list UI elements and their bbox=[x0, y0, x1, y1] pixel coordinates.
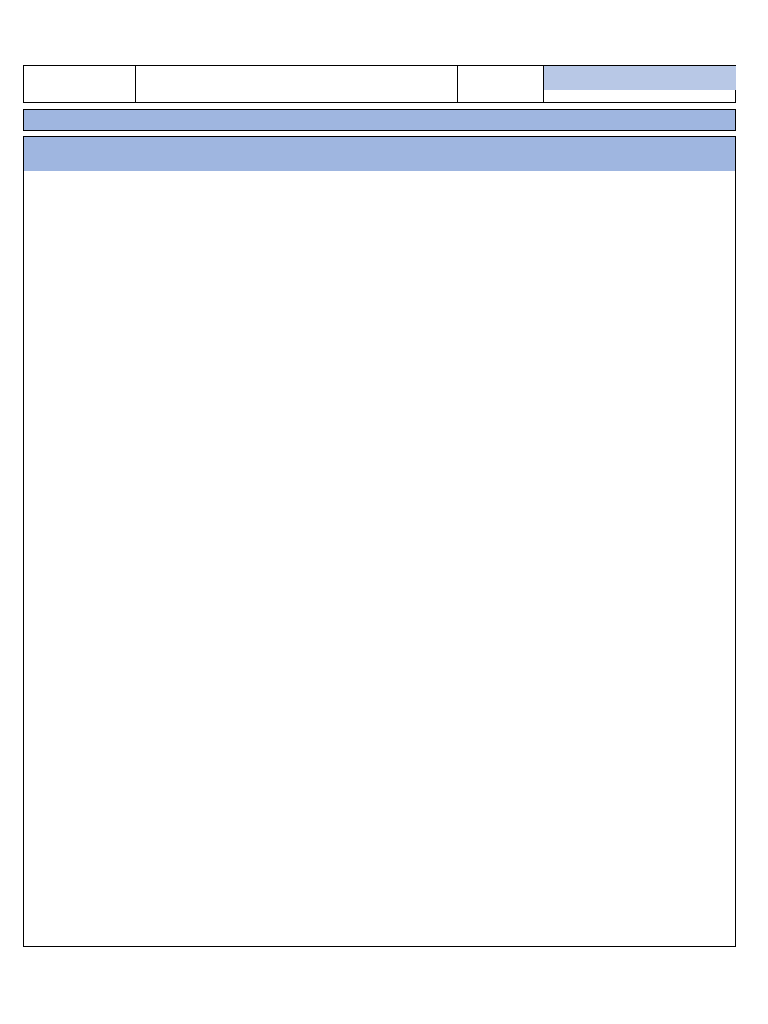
column-cod bbox=[60, 137, 120, 172]
table-header bbox=[23, 136, 736, 171]
column-item bbox=[24, 137, 60, 172]
table-body bbox=[23, 171, 736, 947]
column-fonte bbox=[120, 137, 160, 172]
column-descricao bbox=[163, 137, 479, 172]
column-custo-total bbox=[672, 137, 734, 172]
column-preco-bdi bbox=[614, 137, 672, 172]
spreadsheet-title bbox=[23, 109, 736, 131]
column-custo-unitario bbox=[556, 137, 614, 172]
project-header bbox=[23, 65, 736, 103]
